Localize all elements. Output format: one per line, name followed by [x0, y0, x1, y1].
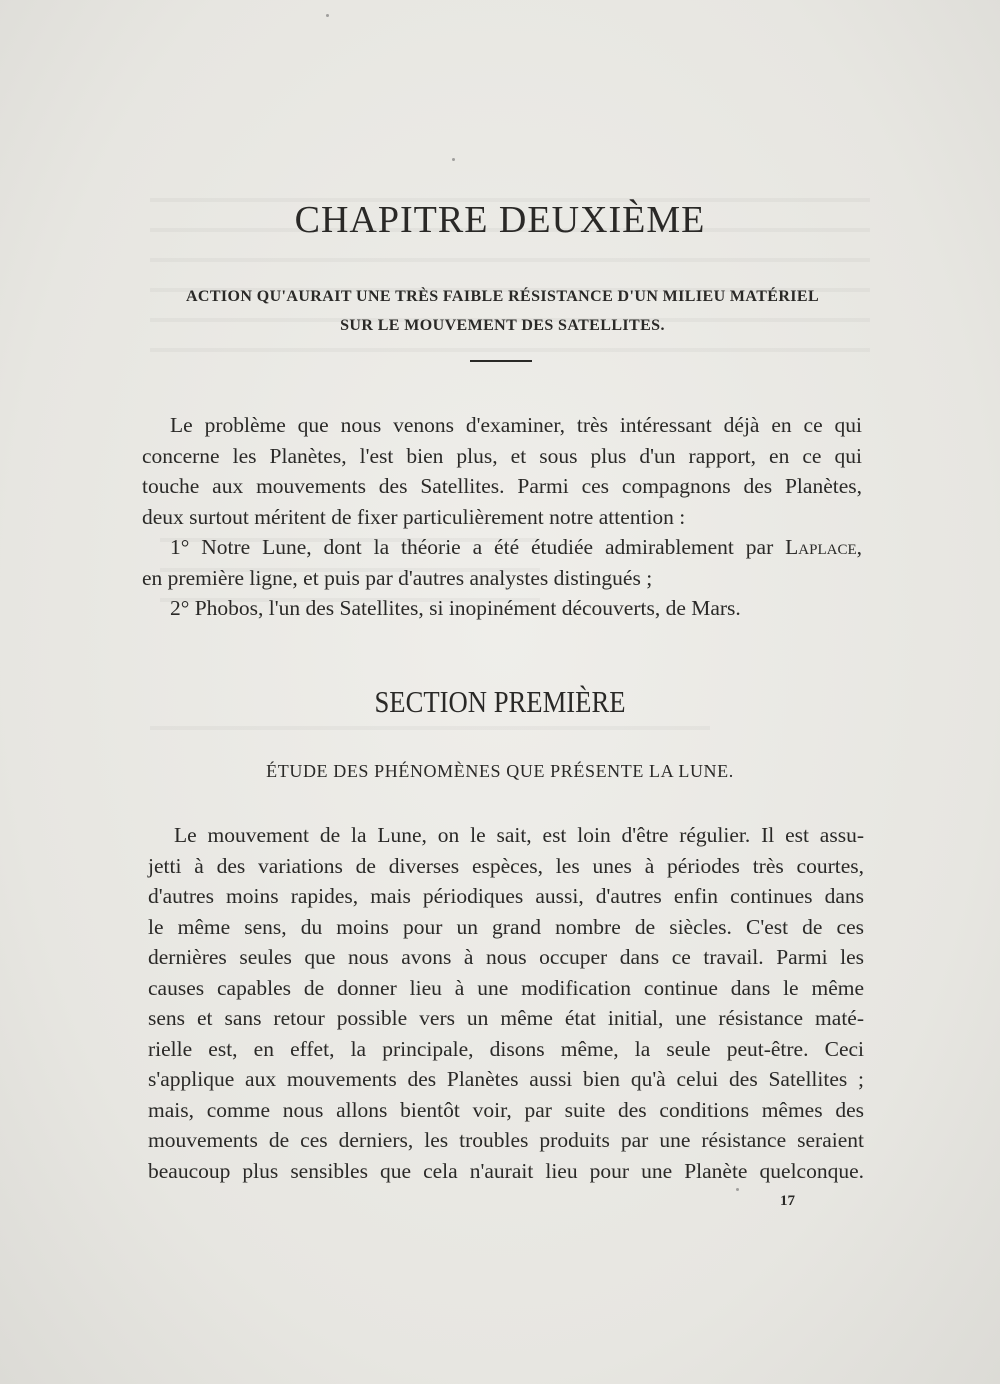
- paper-speck: [736, 1188, 739, 1191]
- text-line: en première ligne, et puis par d'autres analystes distingués ;: [142, 565, 653, 590]
- text-line: deux surtout méritent de fixer particulièrement notre attention :: [142, 504, 686, 529]
- text-line: Le problème que nous venons d'examiner, très intéressant déjà en ce qui: [170, 413, 862, 437]
- chapter-subtitle-line: SUR LE MOUVEMENT DES SATELLITES.: [340, 317, 665, 334]
- text-line: mais, comme nous allons bientôt voir, par suite des conditions mêmes des: [148, 1097, 864, 1122]
- section-title: SECTION PREMIÈRE: [374, 684, 626, 719]
- text-line: Le mouvement de la Lune, on le sait, est loin d'être régulier. Il est assu-: [174, 823, 864, 847]
- text-line: le même sens, du moins pour un grand nombre de siècles. C'est de ces: [148, 914, 864, 939]
- divider-rule: [470, 360, 532, 362]
- show-through-texture: [150, 718, 710, 748]
- text-line: mouvements de ces derniers, les troubles produits par une résistance seraient: [148, 1128, 864, 1152]
- intro-paragraph: [142, 410, 862, 624]
- text-line: jetti à des variations de diverses espèces, les unes à périodes très courtes,: [148, 853, 864, 878]
- chapter-subtitle: [140, 282, 865, 340]
- author-name: Laplace: [785, 535, 857, 559]
- body-paragraph: [148, 820, 864, 1186]
- text-line: 2° Phobos, l'un des Satellites, si inopinément découverts, de Mars.: [170, 596, 741, 620]
- paper-speck: [452, 158, 455, 161]
- page-number: 17: [780, 1193, 795, 1209]
- text-line: causes capables de donner lieu à une modification continue dans le même: [148, 975, 864, 1000]
- text-line: beaucoup plus sensibles que cela n'aurait lieu pour une Planète quelconque.: [148, 1158, 864, 1183]
- paper-speck: [326, 14, 329, 17]
- text-fragment: ,: [856, 535, 862, 559]
- chapter-subtitle-line: ACTION QU'AURAIT UNE TRÈS FAIBLE RÉSISTANCE D'UN MILIEU MATÉRIEL: [185, 288, 820, 305]
- text-line: dernières seules que nous avons à nous occuper dans ce travail. Parmi les: [148, 945, 864, 969]
- text-line: [142, 532, 862, 563]
- text-line: s'applique aux mouvements des Planètes aussi bien qu'à celui des Satellites ;: [148, 1067, 864, 1091]
- text-line: d'autres moins rapides, mais périodiques aussi, d'autres enfin continues dans: [148, 884, 864, 908]
- section-subtitle: ÉTUDE DES PHÉNOMÈNES QUE PRÉSENTE LA LUNE.: [266, 761, 734, 781]
- chapter-title: CHAPITRE DEUXIÈME: [294, 199, 706, 241]
- text-line: concerne les Planètes, l'est bien plus, et sous plus d'un rapport, en ce qui: [142, 443, 862, 468]
- text-line: sens et sans retour possible vers un même état initial, une résistance maté-: [148, 1006, 864, 1030]
- text-fragment: 1° Notre Lune, dont la théorie a été étudiée admirablement par: [170, 535, 786, 559]
- text-line: rielle est, en effet, la principale, disons même, la seule peut-être. Ceci: [148, 1036, 864, 1061]
- text-line: touche aux mouvements des Satellites. Parmi ces compagnons des Planètes,: [142, 474, 862, 498]
